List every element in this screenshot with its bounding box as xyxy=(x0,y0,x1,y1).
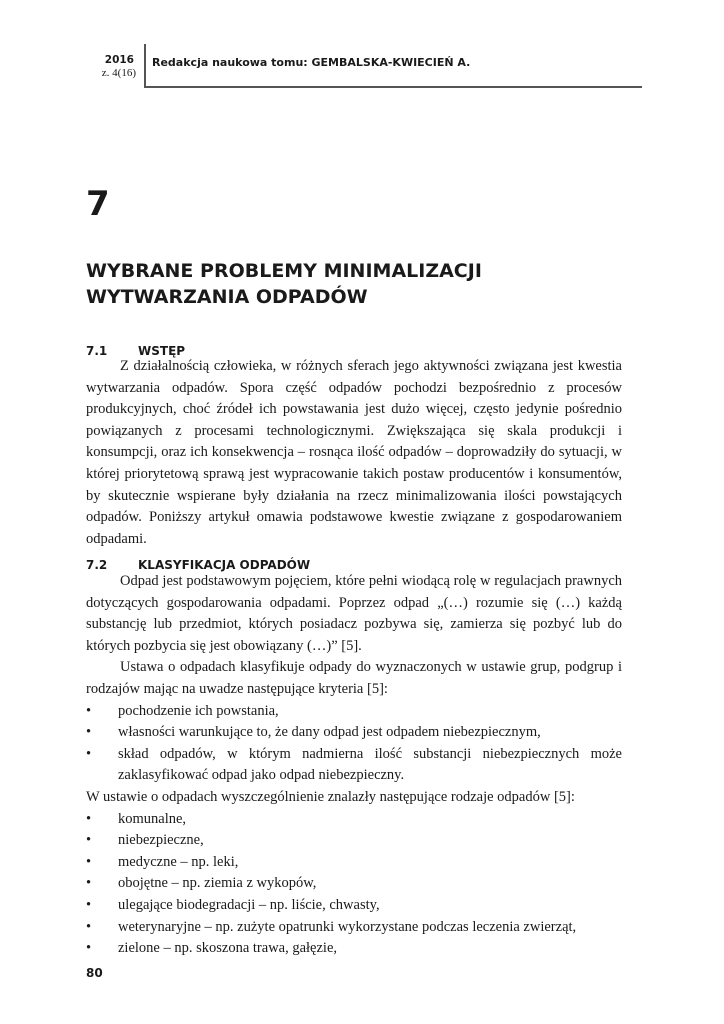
list-item xyxy=(86,938,622,960)
bullet-icon: • xyxy=(86,702,92,719)
paragraph: Z działalnością człowieka, w różnych sferach jego aktywności związana jest kwestia wytwarzania odpadów. Spora część odpadów pochodzi bezpośrednio z procesów produkcyjnych, choć źródeł ich powstawania jest dużo więcej, często jedynie pośrednio powiązanych z procesami technologicznymi. Zwiększająca się skala produkcji i konsumpcji, oraz ich konsekwencja – rosnąca ilość odpadów – doprowadziły do sytuacji, w której priorytetową sprawą jest wypracowanie takich postaw producentów i konsumentów, by skutecznie wspierane były działania na rzecz minimalizowania ilości powstających odpadów. Poniższy artykuł omawia podstawowe kwestie związane z gospodarowaniem odpadami. xyxy=(86,358,622,547)
header-vertical-rule xyxy=(144,44,146,88)
chapter-title xyxy=(86,258,646,310)
section-number: 7.1 xyxy=(86,344,108,358)
bullet-icon: • xyxy=(86,896,92,913)
list-item xyxy=(86,895,622,917)
bullet-icon: • xyxy=(86,832,92,849)
list-item-text: skład odpadów, w którym nadmierna ilość substancji niebezpiecznych może zaklasyfikować odpad jako odpad niebezpieczny. xyxy=(118,745,622,784)
section-number: 7.2 xyxy=(86,558,108,572)
section-body-intro xyxy=(86,356,622,550)
section-body-classification xyxy=(86,571,622,960)
paragraph: Odpad jest podstawowym pojęciem, które pełni wiodącą rolę w regulacjach prawnych dotyczących gospodarowania odpadami. Poprzez odpad „(…) rozumie się (…) każdą substancję lub przedmiot, których posiadacz pozbywa się, zamierza się pozbyć lub do których pozbycia się jest obowiązany (…)” [5]. xyxy=(86,573,622,654)
list-item-text: medyczne – np. leki, xyxy=(118,853,239,870)
paragraph: W ustawie o odpadach wyszczególnienie znalazły następujące rodzaje odpadów [5]: xyxy=(86,788,575,805)
paragraph: Ustawa o odpadach klasyfikuje odpady do wyznaczonych w ustawie grup, podgrup i rodzajów mając na uwadze następujące kryteria [5]: xyxy=(86,659,622,697)
header-issue: z. 4(16) xyxy=(101,67,136,79)
list-item xyxy=(86,744,622,787)
list-item xyxy=(86,852,622,874)
list-item xyxy=(86,830,622,852)
list-item xyxy=(86,917,622,939)
page-number: 80 xyxy=(86,966,103,980)
bullet-icon: • xyxy=(86,745,92,762)
list-item xyxy=(86,873,622,895)
chapter-number: 7 xyxy=(86,184,110,224)
bullet-icon: • xyxy=(86,724,92,741)
chapter-title-line-1: WYBRANE PROBLEMY MINIMALIZACJI xyxy=(86,260,482,282)
bullet-icon: • xyxy=(86,918,92,935)
bullet-icon: • xyxy=(86,875,92,892)
header-year: 2016 xyxy=(104,54,134,66)
header-horizontal-rule xyxy=(144,86,642,88)
list-item xyxy=(86,701,622,723)
criteria-list xyxy=(86,701,622,787)
list-item-text: zielone – np. skoszona trawa, gałęzie, xyxy=(118,940,338,957)
bullet-icon: • xyxy=(86,810,92,827)
list-item-text: ulegające biodegradacji – np. liście, chwasty, xyxy=(118,896,380,913)
section-title: WSTĘP xyxy=(138,344,186,358)
list-item-text: weterynaryjne – np. zużyte opatrunki wykorzystane podczas leczenia zwierząt, xyxy=(118,918,577,935)
header-title: Redakcja naukowa tomu: GEMBALSKA-KWIECIEŃ A. xyxy=(152,56,471,69)
list-item-text: pochodzenie ich powstania, xyxy=(118,702,279,719)
bullet-icon: • xyxy=(86,853,92,870)
section-title: KLASYFIKACJA ODPADÓW xyxy=(138,558,311,572)
list-item-text: obojętne – np. ziemia z wykopów, xyxy=(118,875,317,892)
list-item xyxy=(86,722,622,744)
chapter-title-line-2: WYTWARZANIA ODPADÓW xyxy=(86,286,368,308)
list-item xyxy=(86,809,622,831)
bullet-icon: • xyxy=(86,940,92,957)
list-item-text: komunalne, xyxy=(118,810,187,827)
types-list xyxy=(86,809,622,960)
list-item-text: niebezpieczne, xyxy=(118,832,204,849)
list-item-text: własności warunkujące to, że dany odpad jest odpadem niebezpiecznym, xyxy=(118,724,541,741)
